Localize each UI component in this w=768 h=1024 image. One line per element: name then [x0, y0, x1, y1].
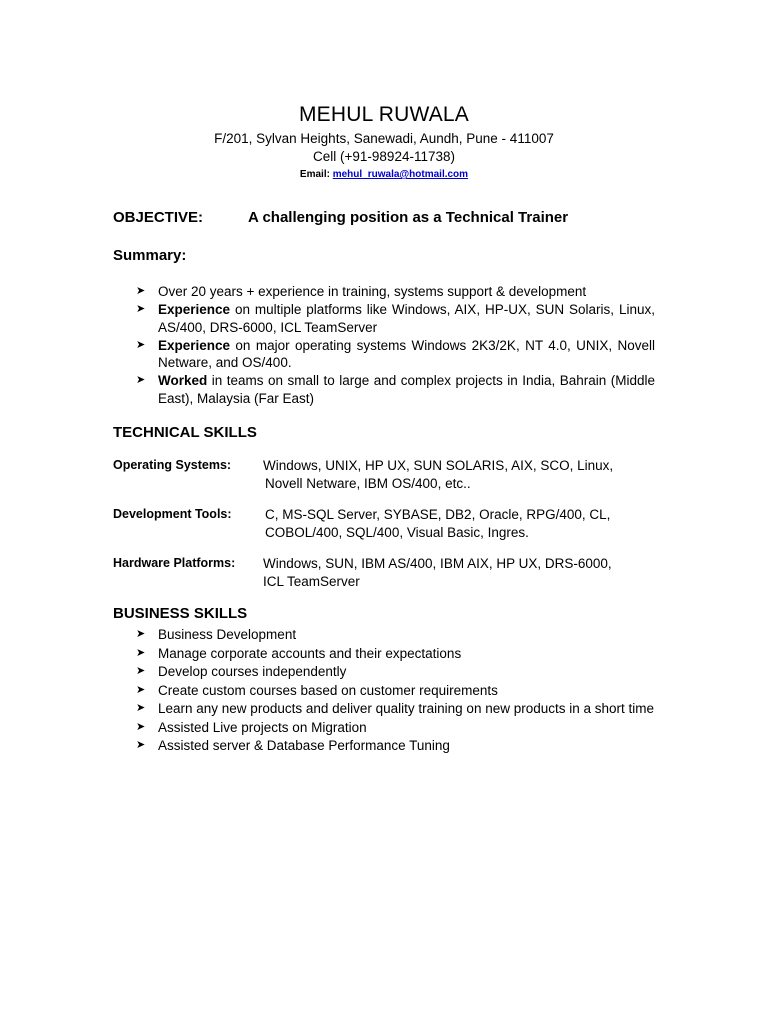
list-item: ➤ Over 20 years + experience in training, systems support & development	[136, 284, 587, 299]
arrowhead-bullet-icon: ➤	[136, 628, 146, 640]
business-skills-heading: BUSINESS SKILLS	[113, 605, 248, 622]
arrowhead-bullet-icon: ➤	[136, 720, 146, 733]
arrowhead-bullet-icon: ➤	[136, 374, 146, 386]
list-item: ➤ Experience on multiple platforms like Windows, AIX, HP-UX, SUN Solaris, Linux, AS/400, DRS-6000, ICL TeamServer	[136, 302, 655, 335]
list-item: ➤ Manage corporate accounts and their expectations	[136, 645, 462, 661]
list-item: ➤ Worked in teams on small to large and complex projects in India, Bahrain (Middle East), Malaysia (Far East)	[136, 373, 655, 406]
arrowhead-bullet-icon: ➤	[136, 646, 146, 659]
arrowhead-bullet-icon: ➤	[136, 739, 146, 751]
resume-header	[0, 102, 768, 182]
summary-list	[136, 283, 655, 408]
arrowhead-bullet-icon: ➤	[136, 338, 146, 351]
list-item: ➤ Business Development	[136, 627, 297, 642]
hardware-platforms-value: Windows, SUN, IBM AS/400, IBM AIX, HP UX, DRS-6000, ICL TeamServer	[263, 556, 612, 589]
list-item: ➤ Assisted server & Database Performance Tuning	[136, 738, 450, 753]
objective-label: OBJECTIVE:	[113, 209, 204, 226]
arrowhead-bullet-icon: ➤	[136, 285, 146, 297]
summary-heading: Summary:	[113, 247, 187, 264]
business-skills-list	[136, 626, 655, 756]
operating-systems-value: Windows, UNIX, HP UX, SUN SOLARIS, AIX, SCO, Linux, Novell Netware, IBM OS/400, etc..	[263, 458, 614, 491]
list-item: ➤ Assisted Live projects on Migration	[136, 719, 367, 735]
email-line	[0, 167, 768, 182]
objective-text: A challenging position as a Technical Trainer	[248, 209, 569, 226]
development-tools-value: C, MS-SQL Server, SYBASE, DB2, Oracle, RPG/400, CL, COBOL/400, SQL/400, Visual Basic, Ingres.	[265, 507, 611, 540]
address: F/201, Sylvan Heights, Sanewadi, Aundh, Pune - 411007	[214, 131, 554, 146]
arrowhead-bullet-icon: ➤	[136, 665, 146, 677]
arrowhead-bullet-icon: ➤	[136, 683, 146, 696]
technical-skills-heading: TECHNICAL SKILLS	[113, 424, 257, 441]
list-item: ➤ Create custom courses based on customer requirements	[136, 682, 498, 698]
email-link[interactable]: mehul_ruwala@hotmail.com	[332, 169, 469, 180]
list-item: ➤ Learn any new products and deliver quality training on new products in a short time	[136, 701, 655, 716]
list-item: ➤ Develop courses independently	[136, 664, 347, 679]
arrowhead-bullet-icon: ➤	[136, 702, 146, 714]
phone: Cell (+91-98924-11738)	[313, 149, 455, 164]
objective-section	[113, 208, 569, 228]
operating-systems-label: Operating Systems:	[113, 458, 232, 472]
candidate-name: MEHUL RUWALA	[298, 103, 470, 126]
list-item: ➤ Experience on major operating systems Windows 2K3/2K, NT 4.0, UNIX, Novell Netware, and OS/400.	[136, 337, 655, 370]
hardware-platforms-label: Hardware Platforms:	[113, 556, 236, 570]
development-tools-label: Development Tools:	[113, 507, 232, 521]
arrowhead-bullet-icon: ➤	[136, 303, 146, 315]
email-label: Email:	[299, 169, 330, 180]
